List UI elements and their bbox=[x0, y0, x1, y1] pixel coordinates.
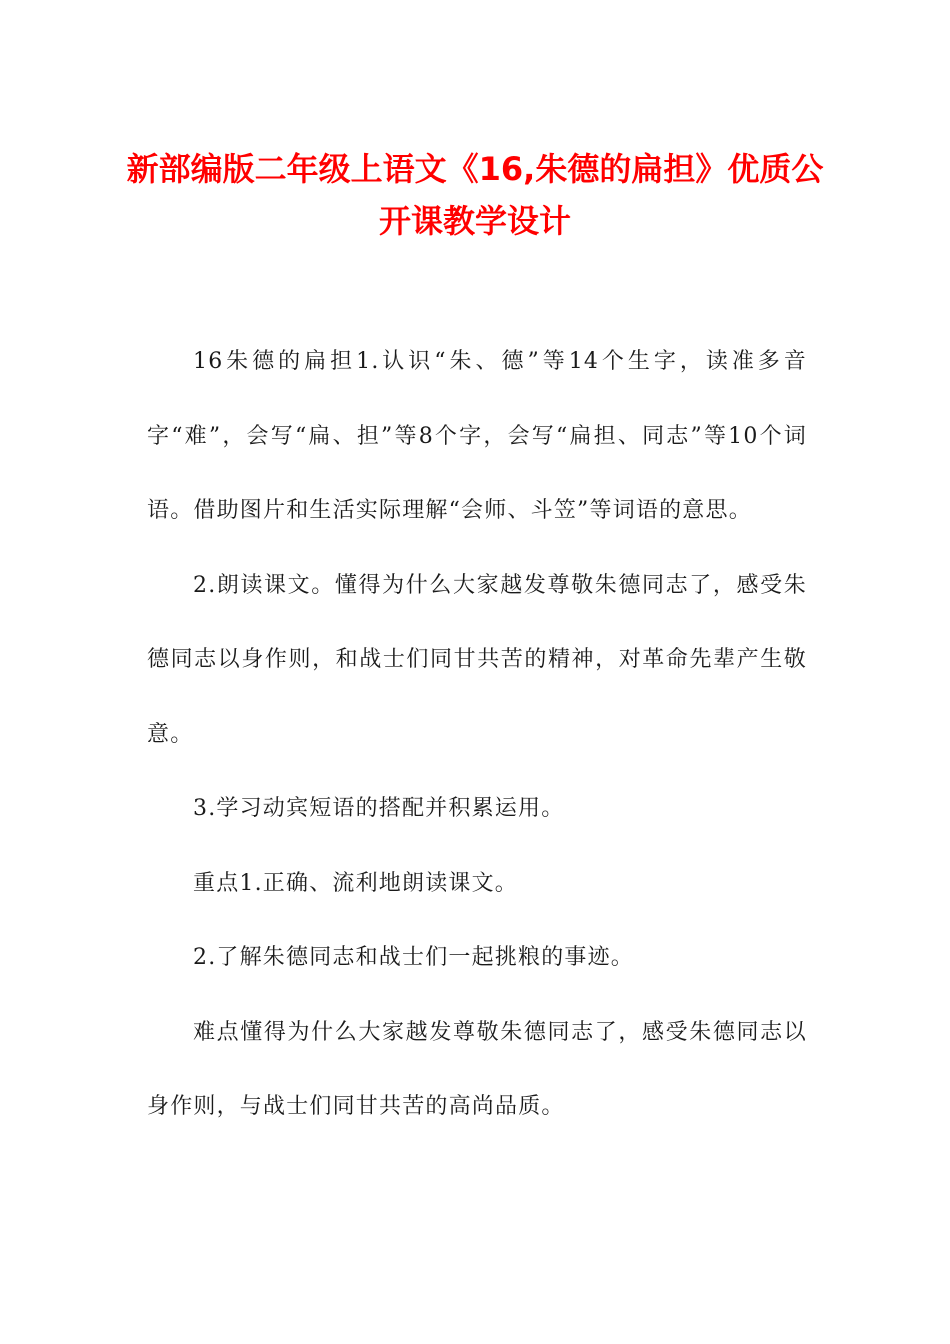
paragraph-key-point-1: 重点1.正确、流利地朗读课文。 bbox=[193, 870, 518, 896]
document-body bbox=[147, 325, 807, 1145]
paragraph-difficulty: 难点懂得为什么大家越发尊敬朱德同志了，感受朱德同志以身作则，与战士们同甘共苦的高尚品质。 bbox=[147, 1019, 807, 1119]
paragraph-objectives-3: 3.学习动宾短语的搭配并积累运用。 bbox=[193, 796, 565, 821]
paragraph-key-point-2: 2.了解朱德同志和战士们一起挑粮的事迹。 bbox=[193, 945, 634, 970]
document-title: 新部编版二年级上语文《16,朱德的扁担》优质公开课教学设计 bbox=[126, 150, 824, 240]
paragraph-objectives-2: 2.朗读课文。懂得为什么大家越发尊敬朱德同志了，感受朱德同志以身作则，和战士们同甘共苦的精神，对革命先辈产生敬意。 bbox=[147, 572, 807, 747]
paragraph-objectives-1: 16朱德的扁担1.认识“朱、德”等14个生字，读准多音字“难”，会写“扁、担”等8个字，会写“扁担、同志”等10个词语。借助图片和生活实际理解“会师、斗笠”等词语的意思。 bbox=[147, 349, 807, 523]
